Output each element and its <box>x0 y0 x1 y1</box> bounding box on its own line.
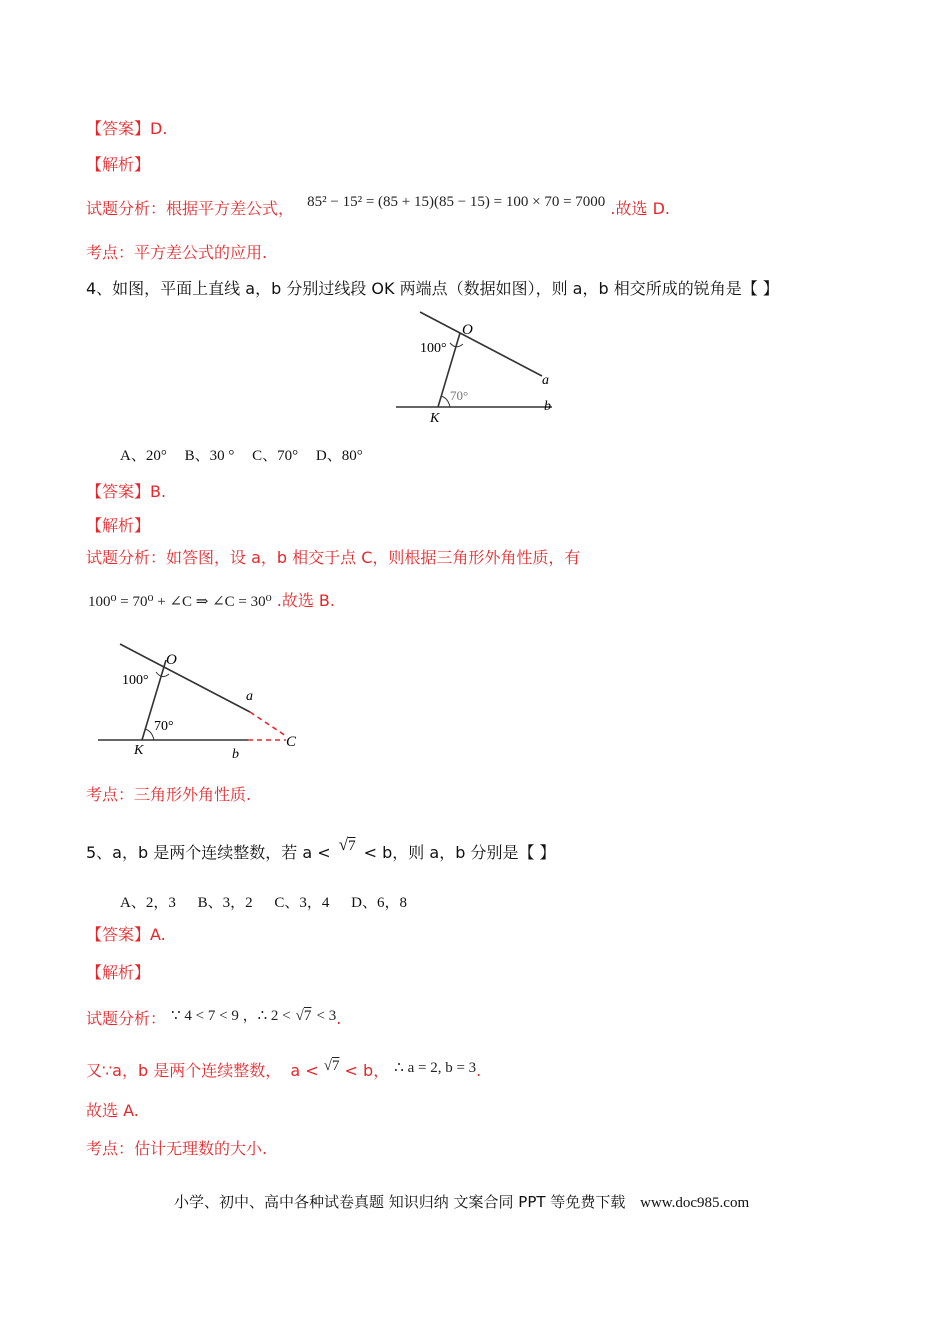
label-angle-70: 70° <box>450 388 469 403</box>
q4-figure <box>392 306 564 426</box>
q4-formula: 100⁰ = 70⁰ + ∠C ⇒ ∠C = 30⁰ <box>88 594 272 610</box>
q5-analysis-line2: 又∵a，b 是两个连续整数， a < √7 < b， ∴ a = 2, b = 3. <box>86 1058 482 1080</box>
q5-analysis-label: 【解析】 <box>86 963 151 982</box>
q4-options <box>120 444 363 465</box>
q4-option-a: A、20° <box>120 448 167 464</box>
q5-question-prefix: 5、a，b 是两个连续整数，若 a < <box>86 843 331 862</box>
label-k: K <box>430 411 440 426</box>
angle-arc-70 <box>441 396 450 407</box>
q5-question <box>86 835 556 863</box>
q3-analysis-line <box>86 196 670 219</box>
answer-label-angle-70: 70° <box>154 719 174 734</box>
q5-line2-mid-a: a < <box>290 1061 319 1080</box>
q5-formula1-a: ∵ 4 < 7 < 9 ，∴ 2 < <box>171 1008 291 1024</box>
q5-option-a: A、2，3 <box>120 895 176 911</box>
answer-label-o: O <box>166 652 177 668</box>
q4-analysis-suffix: .故选 B. <box>276 591 335 610</box>
q4-analysis-line1: 试题分析：如答图，设 a，b 相交于点 C，则根据三角形外角性质，有 <box>86 548 581 567</box>
q4-answer-figure <box>90 638 310 764</box>
q5-question-suffix: < b，则 a，b 分别是【 】 <box>363 843 556 862</box>
q5-kaodian: 考点：估计无理数的大小. <box>86 1139 268 1158</box>
q5-line2-formula: ∴ a = 2, b = 3 <box>394 1060 477 1076</box>
label-o: O <box>462 322 473 338</box>
q4-kaodian: 考点：三角形外角性质. <box>86 785 252 804</box>
footer-text: 小学、初中、高中各种试卷真题 知识归纳 文案合同 PPT 等免费下载 <box>174 1193 626 1211</box>
label-a: a <box>542 373 549 388</box>
answer-label-c: C <box>286 734 297 750</box>
q5-analysis-prefix: 试题分析： <box>86 1009 167 1028</box>
q4-analysis-line2 <box>88 588 335 611</box>
answer-line-a-extension <box>250 712 286 736</box>
answer-label-k: K <box>134 743 144 758</box>
q4-option-d: D、80° <box>315 448 363 464</box>
q3-analysis-prefix: 试题分析：根据平方差公式， <box>86 199 295 218</box>
q5-line2-sqrt: √7 <box>323 1058 340 1074</box>
q5-line2-prefix: 又∵a，b 是两个连续整数， <box>86 1061 282 1080</box>
q5-option-c: C、3，4 <box>274 895 330 911</box>
answer-label-a: a <box>246 689 253 704</box>
q3-analysis-label: 【解析】 <box>86 155 151 174</box>
q4-option-b: B、30 ° <box>184 448 235 464</box>
q5-line2-mid-b: < b， <box>344 1061 390 1080</box>
answer-label-angle-100: 100° <box>122 673 149 688</box>
q5-formula1-b: < 3 <box>316 1008 337 1024</box>
q3-answer: 【答案】D. <box>86 119 168 138</box>
answer-angle-arc-70 <box>145 729 154 740</box>
q5-formula1-sqrt: √7 <box>295 1008 312 1024</box>
q4-answer: 【答案】B. <box>86 482 167 501</box>
q3-kaodian: 考点：平方差公式的应用. <box>86 243 268 262</box>
q3-analysis-suffix: .故选 D. <box>610 199 670 218</box>
footer-url[interactable]: www.doc985.com <box>640 1195 750 1211</box>
q5-conclusion: 故选 A. <box>86 1101 139 1120</box>
q5-option-b: B、3，2 <box>197 895 253 911</box>
q5-options <box>120 891 407 912</box>
q5-analysis-line1: 试题分析： ∵ 4 < 7 < 9 ，∴ 2 < √7 < 3. <box>86 1008 342 1028</box>
label-b: b <box>544 399 551 414</box>
q5-sqrt: √7 <box>338 835 356 854</box>
q4-analysis-label: 【解析】 <box>86 516 151 535</box>
q4-question: 4、如图，平面上直线 a，b 分别过线段 OK 两端点（数据如图），则 a，b 相交所成的锐角是【 】 <box>86 279 779 298</box>
q4-option-c: C、70° <box>252 448 299 464</box>
q5-option-d: D、6，8 <box>351 895 407 911</box>
label-angle-100: 100° <box>420 341 447 356</box>
footer <box>174 1191 749 1212</box>
q3-formula: 85² − 15² = (85 + 15)(85 − 15) = 100 × 70 = 7000 <box>307 194 606 210</box>
q5-answer: 【答案】A. <box>86 925 166 944</box>
answer-label-b: b <box>232 747 239 762</box>
